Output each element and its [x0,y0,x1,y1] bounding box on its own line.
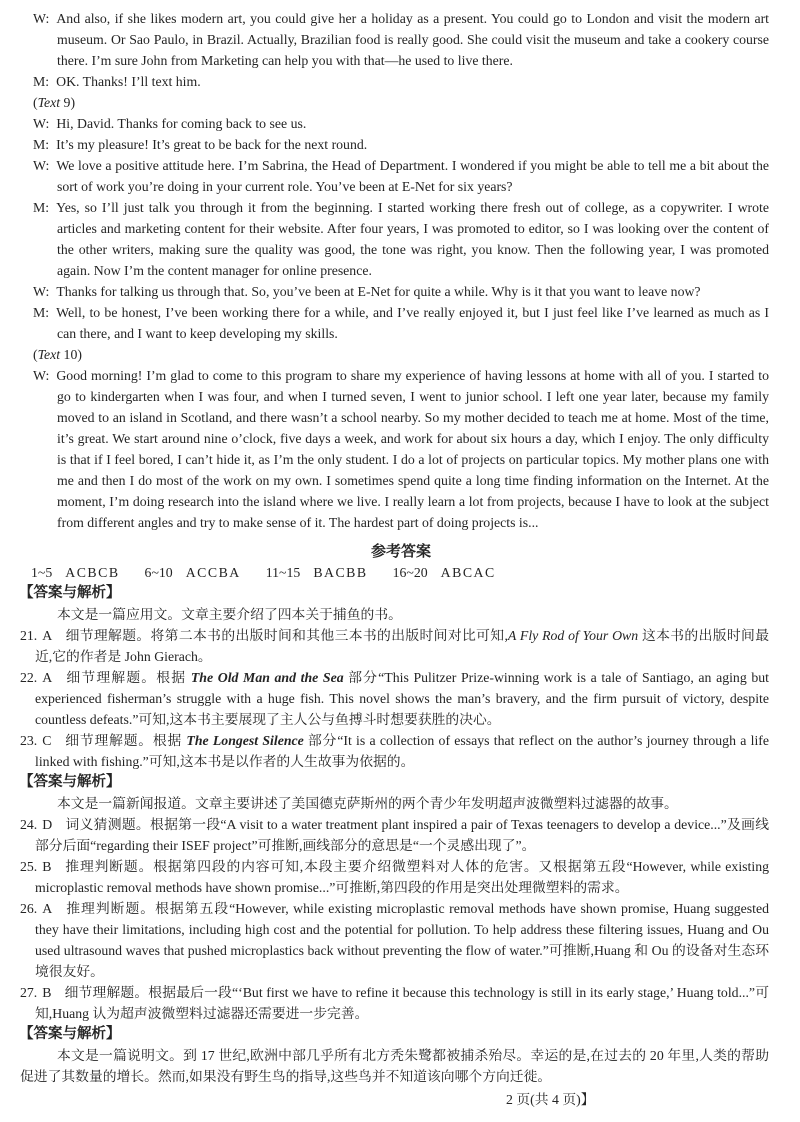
answer-analysis-header: 【答案与解析】 [19,1026,121,1042]
text-marker [33,92,769,113]
speaker-label: W: [33,284,50,299]
item-answer: B [42,859,52,874]
question-range: 16~20 [392,565,428,580]
item-text-segment: 细节理解题。根据 [65,670,191,685]
item-number: 23. [20,733,38,748]
explanation-item [20,730,769,772]
marker-prefix: ( [33,347,38,362]
speaker-label: W: [33,158,50,173]
dialogue-line: W: Good morning! I’m glad to come to this program to share my experience of having lessons at home with all of you. I started to go to kindergarten when I was four, and when I turned seven, I went to junior school. I left one year later, because my family moved to an island in Scotland, and there wasn’t a school nearby. So my mother decided to teach me at home. Most of the time, it’s great. We start around nine o’clock, five days a week, and work for about six hours a day, which I enjoy. The only difficulty is that if I feel bored, I can’t hide it, as I’m the only student. I do a lot of projects on particular topics. My mother plans one with me and then I do most of the work on my own. I sometimes spend quite a long time finding information on the Internet. At the moment, I’m doing research into the island where we live. I really learn a lot from projects, because I have to look at the subject from different angles and try to make sense of it. The hardest part of doing projects is... [33,368,769,530]
explanation-item [20,856,769,898]
dialogue-line: M: It’s my pleasure! It’s great to be back for the next round. [33,137,368,152]
speaker-label: M: [33,137,50,152]
item-text-segment: 这本书的出版时间最近,它的作者是 John Gierach。 [35,628,770,664]
item-text-segment: 推理判断题。根据第四段的内容可知,本段主要介绍微塑料对人体的危害。又根据第五段“However, while existing microplastic removal methods have shown promise...”可推断,第四段的作用是突出处理微塑料的需求。 [35,859,769,895]
question-range: 6~10 [144,565,173,580]
answer-analysis-header: 【答案与解析】 [19,585,121,601]
answer-explanations [19,583,770,1087]
item-answer: C [42,733,52,748]
item-text-segment: A Fly Rod of Your Own [507,628,639,643]
dialogue-line: M: Well, to be honest, I’ve been working there for a while, and I’ve really enjoyed it, but I just feel like I’ve learned as much as I can there, and I want to keep developing my skills. [33,305,769,341]
item-number: 26. [20,901,38,916]
listening-transcript [33,8,769,533]
item-text-segment: The Old Man and the Sea [190,670,344,685]
item-number: 21. [20,628,38,643]
answer-letters: ABCAC [440,565,496,580]
marker-word: Text [37,95,61,110]
item-text-segment: 部分“It is a collection of essays that reflect on the author’s journey through a life linked with fishing.”可知,这本书是以作者的人生故事为依据的。 [35,733,769,769]
marker-suffix: 9) [60,95,76,110]
speaker-label: M: [33,74,50,89]
answer-analysis-header: 【答案与解析】 [19,774,121,790]
item-text-segment: The Longest Silence [186,733,304,748]
answer-key-line [31,562,769,583]
dialogue-line: W: We love a positive attitude here. I’m Sabrina, the Head of Department. I wondered if you might be able to tell me a bit about the sort of work you’re doing in your current role. You’ve been at E-Net for six years? [33,158,769,194]
dialogue-line: W: And also, if she likes modern art, you could give her a holiday as a present. You could go to London and visit the modern art museum. Or Sao Paulo, in Brazil. Actually, Brazilian food is really good. She could visit the museum and take a cookery course there. I’m sure John from Marketing can help you with that—he used to live there. [33,11,769,68]
item-answer: A [42,670,53,685]
item-number: 25. [20,859,38,874]
dialogue-line: W: Thanks for talking us through that. So, you’ve been at E-Net for quite a while. Why is it that you want to leave now? [33,284,701,299]
dialogue-line: M: OK. Thanks! I’ll text him. [33,74,201,89]
speaker-label: M: [33,305,50,320]
answer-letters: ACBCB [65,565,120,580]
passage-summary: 本文是一篇应用文。文章主要介绍了四本关于捕鱼的书。 [57,607,402,622]
dialogue-line: M: Yes, so I’ll just talk you through it from the beginning. I started working there fresh out of college, as a copywriter. I wrote articles and marketing content for their website. After four years, I was promoted to editor, so I was looking over the content of the other writers, making sure the quality was good, the tone was right, you know. Then the following year, I was promoted again. Now I’m the content manager for online presence. [33,200,769,278]
explanation-item [20,814,769,856]
page-number-footer: 2 页(共 4 页)】 [506,1092,595,1107]
question-range: 1~5 [31,565,53,580]
answer-letters: BACBB [313,565,368,580]
item-answer: D [42,817,53,832]
item-number: 22. [20,670,38,685]
item-number: 27. [20,985,38,1000]
item-text-segment: 细节理解题。根据最后一段“‘But first we have to refine it because this technology is still in its early stage,’ Huang told...”可知,Huang 认为超声波微塑料过滤器还需要进一步完善。 [35,985,769,1021]
marker-suffix: 10) [60,347,82,362]
explanation-item [20,667,769,730]
item-text-segment: 部分“This Pulitzer Prize-winning work is a tale of Santiago, an aging but experienced fisherman’s struggle with a huge fish. This novel shows the man’s bravery, and the firm pursuit of victory, despite countless defeats.”可知,这本书主要展现了主人公与鱼搏斗时想要获胜的决心。 [35,670,769,727]
item-text-segment: 词义猜测题。根据第一段“A visit to a water treatment plant inspired a pair of Texas teenagers to develop a device...”及画线部分后面“regarding their ISEF project”可推断,画线部分的意思是“一个灵感出现了”。 [35,817,769,853]
reference-answers-heading: 参考答案 [370,543,431,560]
item-text-segment: 细节理解题。根据 [64,733,187,748]
speaker-label: W: [33,368,50,383]
answer-letters: ACCBA [185,565,241,580]
passage-summary: 本文是一篇说明文。到 17 世纪,欧洲中部几乎所有北方秃朱鹭都被捕杀殆尽。幸运的是,在过去的 20 年里,人类的帮助促进了其数量的增长。然而,如果没有野生鸟的指导,这些鸟并不知道该向哪个方向迁徙。 [20,1048,769,1084]
speaker-label: M: [33,200,50,215]
item-answer: A [42,628,53,643]
item-text-segment: 细节理解题。将第二本书的出版时间和其他三本书的出版时间对比可知, [65,628,508,643]
text-marker [33,344,769,365]
explanation-item [20,898,769,982]
item-text-segment: 推理判断题。根据第五段“However, while existing microplastic removal methods have shown promise, Huang suggested they have their limitations, including high cost and the potential for pollution. To help address these filtering issues, Huang and Ou used ultrasound waves that pushed microplastics back without preventing the flow of water.”可推断,Huang 和 Ou 的设备对生态环境很友好。 [35,901,769,979]
explanation-item [20,625,769,667]
marker-prefix: ( [33,95,38,110]
question-range: 11~15 [265,565,301,580]
explanation-item [20,982,769,1024]
item-answer: A [42,901,53,916]
speaker-label: W: [33,116,50,131]
item-number: 24. [20,817,38,832]
item-answer: B [42,985,52,1000]
speaker-label: W: [33,11,50,26]
dialogue-line: W: Hi, David. Thanks for coming back to see us. [33,116,307,131]
marker-word: Text [37,347,61,362]
passage-summary: 本文是一篇新闻报道。文章主要讲述了美国德克萨斯州的两个青少年发明超声波微塑料过滤器的故事。 [57,796,678,811]
